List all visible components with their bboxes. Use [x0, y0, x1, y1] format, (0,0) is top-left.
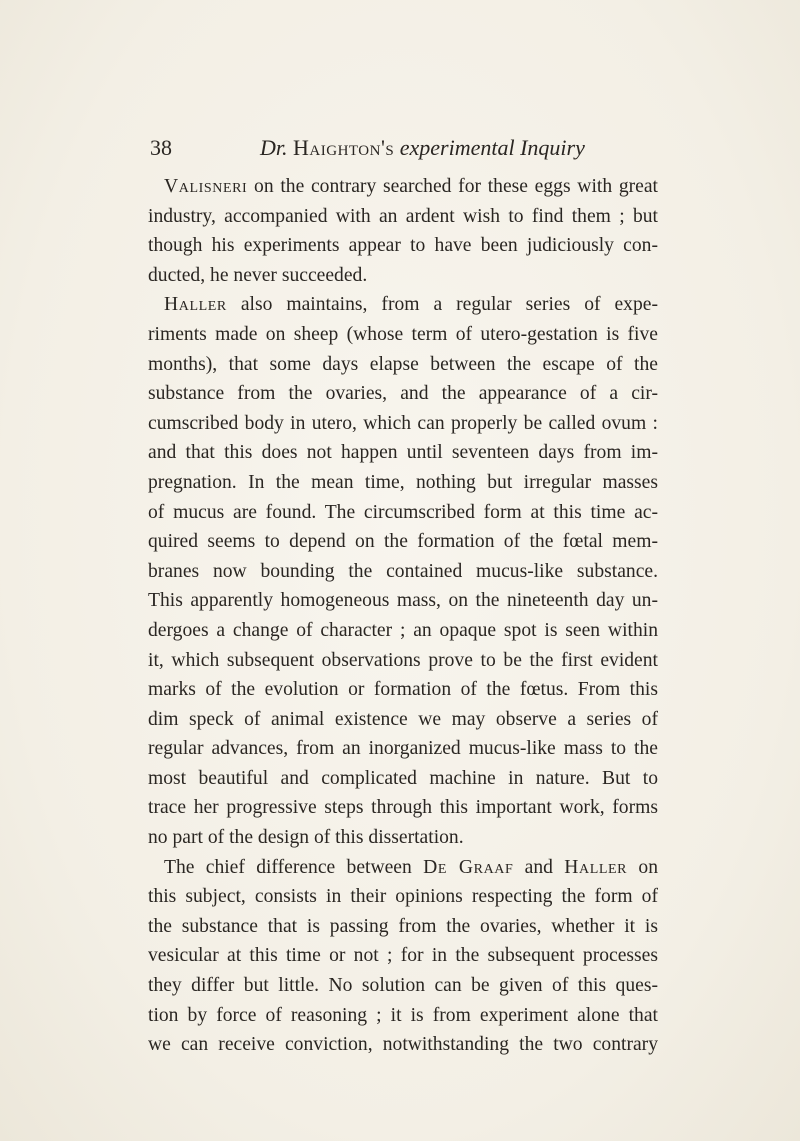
text-line: Haller also maintains, from a regular series of expe- [164, 294, 658, 316]
text-line: trace her progressive steps through this important work, forms [148, 797, 658, 819]
text-line: regular advances, from an inorganized mucus-like mass to the [148, 738, 658, 760]
text-line: they differ but little. No solution can be given of this ques- [148, 975, 658, 997]
text-line: we can receive conviction, notwithstanding the two contrary [148, 1034, 658, 1056]
text-line: riments made on sheep (whose term of utero-gestation is five [148, 323, 658, 345]
page-number: 38 [150, 135, 172, 160]
text-line: vesicular at this time or not ; for in the subsequent processes [148, 945, 658, 967]
title-name: Haighton's [293, 135, 395, 160]
person-name: De Graaf [423, 856, 514, 878]
text-line: ducted, he never succeeded. [148, 264, 368, 286]
person-name: Haller [164, 294, 227, 316]
title-suffix: experimental Inquiry [399, 135, 585, 160]
text-line: This apparently homogeneous mass, on the nineteenth day un- [148, 590, 658, 612]
person-name: Valisneri [164, 176, 248, 197]
text-line: marks of the evolution or formation of the fœtus. From this [148, 679, 658, 701]
text-line: cumscribed body in utero, which can properly be called ovum : [148, 412, 658, 434]
running-title [260, 128, 585, 168]
running-header [150, 128, 670, 168]
title-prefix: Dr. [260, 135, 288, 160]
text-line: the substance that is passing from the ovaries, whether it is [148, 915, 658, 937]
text-line: it, which subsequent observations prove to be the first evident [148, 649, 658, 671]
text-line: pregnation. In the mean time, nothing but irregular masses [148, 471, 658, 493]
text-line: quired seems to depend on the formation of the fœtal mem- [148, 531, 658, 553]
person-name: Haller [564, 856, 628, 878]
text-line: The chief difference between De Graaf and Haller on [164, 856, 658, 878]
text-line: most beautiful and complicated machine in nature. But to [148, 767, 658, 789]
text-line: industry, accompanied with an ardent wish to find them ; but [148, 205, 658, 227]
text-line: Valisneri on the contrary searched for these eggs with great [164, 176, 658, 197]
text-line: months), that some days elapse between the escape of the [148, 353, 658, 375]
text-line: tion by force of reasoning ; it is from experiment alone that [148, 1004, 658, 1026]
text-line: dergoes a change of character ; an opaque spot is seen within [148, 619, 658, 641]
text-line: substance from the ovaries, and the appearance of a cir- [148, 383, 658, 405]
text-line: no part of the design of this dissertation. [148, 827, 464, 849]
text-line: dim speck of animal existence we may observe a series of [148, 708, 658, 730]
text-line: though his experiments appear to have been judiciously con- [148, 235, 658, 257]
text-line: branes now bounding the contained mucus-like substance. [148, 560, 658, 582]
text-line: this subject, consists in their opinions respecting the form of [148, 886, 658, 908]
text-line: of mucus are found. The circumscribed form at this time ac- [148, 501, 658, 523]
text-line: and that this does not happen until seventeen days from im- [148, 442, 658, 464]
body-text [148, 172, 658, 1060]
